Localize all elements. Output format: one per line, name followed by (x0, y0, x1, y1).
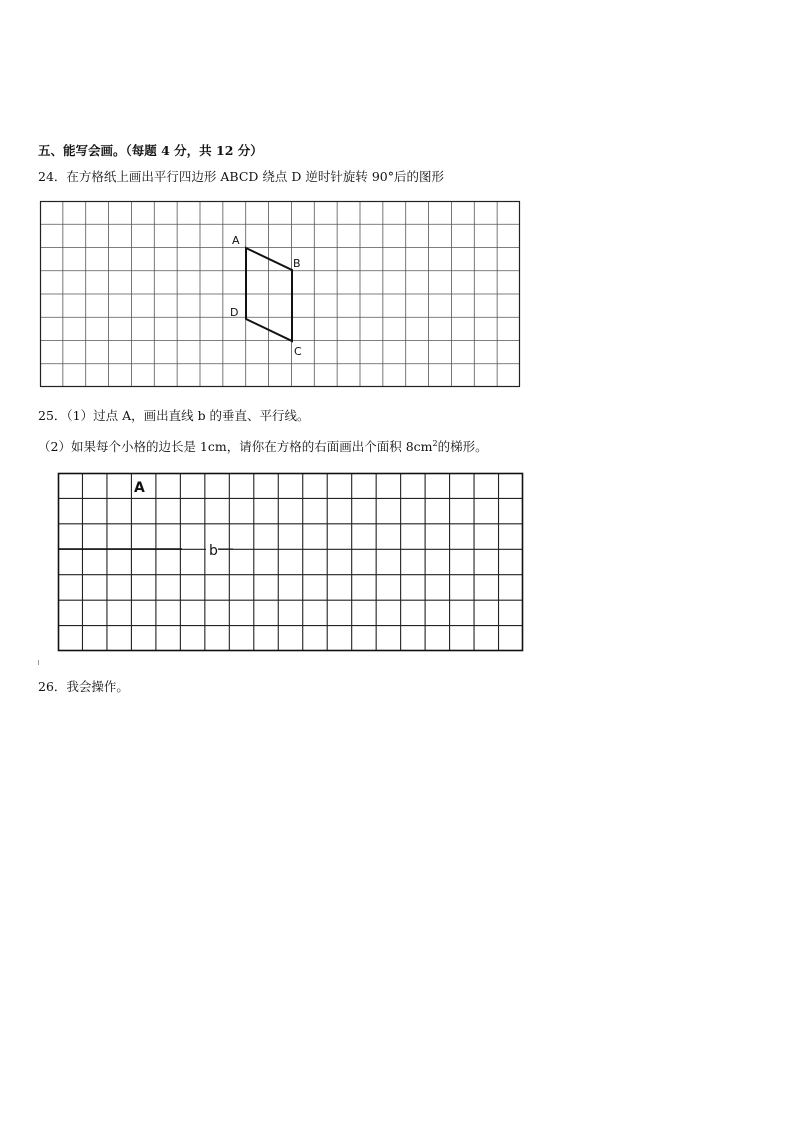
point-b-label: B (293, 257, 301, 270)
question-25-part2 (38, 437, 488, 455)
grid-q25 (58, 473, 524, 653)
grid-q24 (40, 201, 521, 387)
parallelogram-abcd (246, 248, 292, 341)
section-title: 五、能写会画。（每题 4 分，共 12 分） (38, 143, 263, 158)
question-25-part2-end: 的梯形。 (437, 439, 488, 454)
point-a-label-q25: A (134, 480, 145, 496)
question-26-text: 26．我会操作。 (38, 679, 129, 694)
question-24-text: 24．在方格纸上画出平行四边形 ABCD 绕点 D 逆时针旋转 90°后的图形 (38, 169, 444, 184)
point-d-label: D (230, 306, 239, 319)
point-a-label: A (232, 234, 240, 247)
point-c-label: C (294, 345, 302, 358)
superscript-2: 2 (432, 438, 438, 448)
line-b-label: b (209, 543, 218, 559)
question-25-part2-text: （2）如果每个小格的边长是 1cm，请你在方格的右面画出个面积 8cm (38, 439, 433, 454)
question-25-part1: 25．（1）过点 A，画出直线 b 的垂直、平行线。 (38, 408, 310, 423)
scan-mark (38, 660, 39, 665)
